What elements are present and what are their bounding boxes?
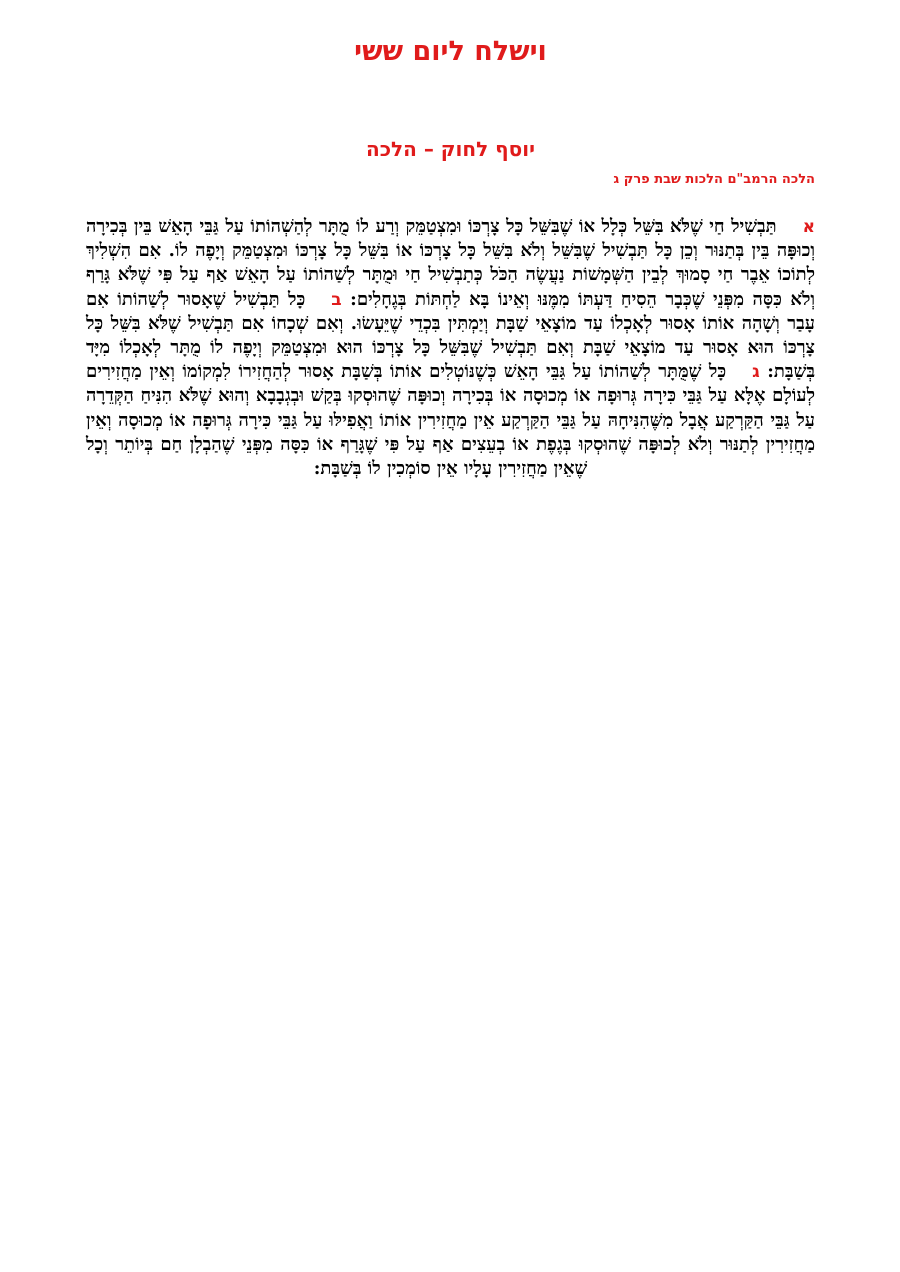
paragraph-marker-2: ב <box>331 289 342 310</box>
paragraph-text-1: תַּבְשִׁיל חַי שֶׁלֹּא בִּשֵּׁל כְּלָל אוֹ שֶׁבִּשֵּׁל כָּל צָרְכּוֹ וּמִצְטַמֵּק וְרַע לוֹ מֻתָּר לְהַשְׁהוֹתוֹ עַל גַּבֵּי הָאֵשׁ בֵּין בְּכִירָה וְכוּפָּה בֵּין בְּתַנּוּר וְכֵן כָּל תַּבְשִׁיל שֶׁבִּשֵּׁל וְלֹא בִּשֵּׁל כָּל צָרְכּוֹ אוֹ בִּשֵּׁל כָּל צָרְכּוֹ וּמִצְטַמֵּק וְיָפֶה לוֹ. אִם הִשְׁלִיךְ לְתוֹכוֹ אֵבֶר חַי סָמוּךְ לְבֵין הַשְּׁמָשׁוֹת נַעֲשֶׂה הַכֹּל כְּתַבְשִׁיל חַי וּמֻתָּר לְשַׁהוֹתוֹ עַל הָאֵשׁ אַף עַל פִּי שֶׁלֹּא גָּרַף וְלֹא כִּסָּה מִפְּנֵי שֶׁכְּבָר הֵסִיחַ דַּעְתּוֹ מִמֶּנּוּ וְאֵינוֹ בָּא לַחְתּוֹת בְּגֶחָלִים: <box>86 216 815 310</box>
paragraph-marker-1: א <box>802 217 815 237</box>
section-subtitle: יוסף לחוק – הלכה <box>365 137 536 161</box>
paragraph-text-3: כָּל שֶׁמֻּתָּר לְשַׁהוֹתוֹ עַל גַּבֵּי הָאֵשׁ כְּשֶׁנּוֹטְלִים אוֹתוֹ בְּשַׁבָּת אָסוּר לְהַחֲזִירוֹ לִמְקוֹמוֹ וְאֵין מַחֲזִירִים לְעוֹלָם אֶלָּא עַל גַּבֵּי כִּירָה גְּרוּפָה אוֹ מְכוּסָה אוֹ בְּכִירָה וְכוּפָּה שֶׁהוּסְקוּ בְּקַשׁ וּבְגְבָבָא וְהוּא שֶׁלֹּא הִנִּיחַ הַקְּדֵרָה עַל גַּבֵּי הַקַּרְקַע אֲבָל מִשֶּׁהִנִּיחָהּ עַל גַּבֵּי הַקַּרְקַע אֵין מַחֲזִירִין אוֹתוֹ וַאֲפִילּוּ עַל גַּבֵּי כִּירָה גְּרוּפָה אוֹ מְכוּסָה וְאֵין מַחֲזִירִין לְתַנּוּר וְלֹא לְכוּפָּה שֶׁהוּסְקוּ בְּגֶפֶת אוֹ בְעֵצִים אַף עַל פִּי שֶׁגָּרַף אוֹ כִּסָּה מִפְּנֵי שֶׁהַבְלָן חַם בְּיוֹתֵר וְכָל שֶׁאֵין מַחֲזִירִין עָלָיו אֵין סוֹמְכִין לוֹ בְּשַׁבָּת: <box>86 361 815 480</box>
page-title: וישלח ליום ששי <box>354 36 547 67</box>
paragraph-marker-3: ג <box>752 362 760 383</box>
paragraph-text-2: כָּל תַּבְשִׁיל שֶׁאָסוּר לְשַׁהוֹתוֹ אִם עָבַר וְשָׁהָה אוֹתוֹ אָסוּר לְאָכְלוֹ עַד מוֹצָאֵי שַׁבָּת וְיַמְתִּין בִּכְדֵי שֶׁיֵּעָשׂוּ. וְאִם שְׁכָחוֹ אִם תַּבְשִׁיל שֶׁלֹּא בִּשֵּׁל כָּל צָרְכּוֹ הוּא אָסוּר עַד מוֹצָאֵי שַׁבָּת וְאִם תַּבְשִׁיל שֶׁבִּשֵּׁל כָּל צָרְכּוֹ הוּא וּמִצְטַמֵּק וְיָפֶה לוֹ מֻתָּר לְאָכְלוֹ מִיָּד בְּשַׁבָּת: <box>86 288 815 383</box>
source-reference: הלכה הרמב"ם הלכות שבת פרק ג <box>613 172 815 187</box>
halacha-body <box>86 215 815 481</box>
